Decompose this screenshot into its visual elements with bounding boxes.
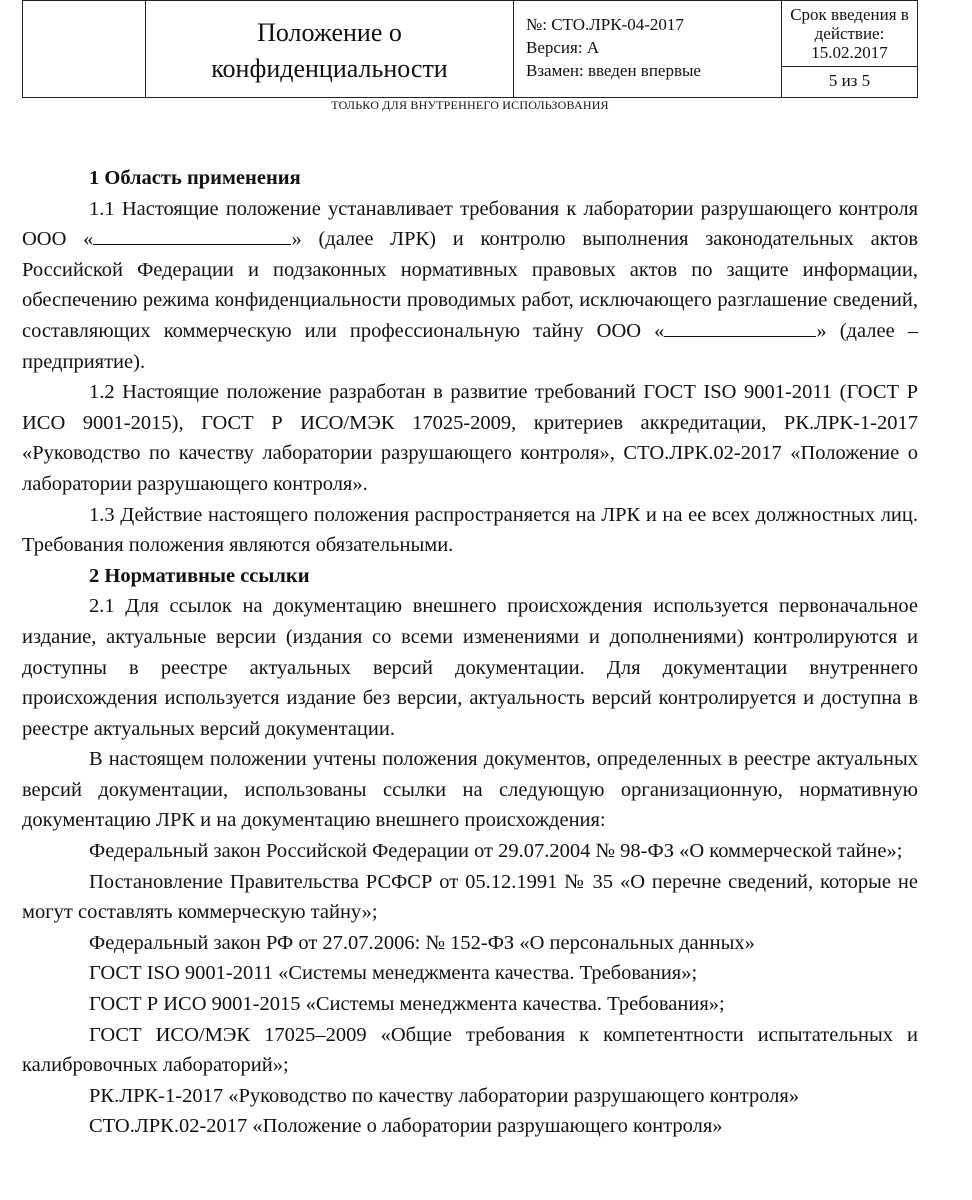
reference-item: РК.ЛРК-1-2017 «Руководство по качеству лаборатории разрушающего контроля» (89, 1084, 800, 1107)
reference-item: Федеральный закон РФ от 27.07.2006: № 152-ФЗ «О персональных данных» (89, 931, 755, 954)
section-1-title: 1 Область применения (89, 167, 301, 189)
reference-item: Федеральный закон Российской Федерации от 29.07.2004 № 98-ФЗ «О коммерческой тайне»; (89, 840, 903, 863)
company-name-blank (664, 316, 816, 337)
document-version: Версия: А (526, 38, 600, 57)
effective-label: Срок введения в действие: (790, 5, 909, 43)
document-replaces: Взамен: введен впервые (526, 61, 701, 80)
document-number: №: СТО.ЛРК-04-2017 (526, 15, 684, 34)
paragraph-1-2: 1.2 Настоящие положение разработан в развитие требований ГОСТ ISO 9001-2011 (ГОСТ Р ИСО 9001-2015), ГОСТ Р ИСО/МЭК 17025-2009, критериев аккредитации, РК.ЛРК-1-2017 «Руководство по качеству лаборатории разрушающего контроля», СТО.ЛРК.02-2017 «Положение о лаборатории разрушающего контроля». (22, 381, 918, 495)
paragraph-1-1: 1.1 Настоящие положение устанавливает требования к лаборатории разрушающего контроля ООО « » (далее ЛРК) и контролю выполнения законодательных актов Российской Федерации и подзаконных нормативных правовых актов по защите информации, обеспечению режима конфиденциальности проводимых работ, исключающего разглашение сведений, составляющих коммерческую или профессиональную тайну ООО « » (далее – предприятие). (22, 197, 918, 373)
document-body (22, 163, 918, 1142)
page-number: 5 из 5 (828, 71, 871, 90)
effective-date: 15.02.2017 (811, 43, 888, 62)
internal-use-note: ТОЛЬКО ДЛЯ ВНУТРЕННЕГО ИСПОЛЬЗОВАНИЯ (331, 98, 609, 112)
reference-item: ГОСТ ISO 9001-2011 «Системы менеджмента качества. Требования»; (89, 962, 698, 985)
effective-cell (782, 1, 918, 98)
document-title: Положение о конфиденциальности (146, 1, 514, 98)
paragraph-2-2: В настоящем положении учтены положения документов, определенных в реестре актуальных версий документации, использованы ссылки на следующую организационную, нормативную документацию ЛРК и на документацию внешнего происхождения: (22, 748, 918, 832)
reference-item: ГОСТ Р ИСО 9001-2015 «Системы менеджмента качества. Требования»; (89, 993, 725, 1016)
company-name-blank (93, 224, 291, 245)
section-2-title: 2 Нормативные ссылки (89, 564, 310, 587)
reference-item: ГОСТ ИСО/МЭК 17025–2009 «Общие требования к компетентности испытательных и калибровочных лабораторий»; (22, 1023, 918, 1077)
reference-item: СТО.ЛРК.02-2017 «Положение о лаборатории разрушающего контроля» (89, 1115, 723, 1138)
logo-cell (23, 1, 146, 98)
reference-item: Постановление Правительства РСФСР от 05.12.1991 № 35 «О перечне сведений, которые не могут составлять коммерческую тайну»; (22, 870, 918, 924)
document-header (22, 0, 918, 98)
paragraph-1-3: 1.3 Действие настоящего положения распространяется на ЛРК и на ее всех должностных лиц. Требования положения являются обязательными. (22, 503, 918, 557)
paragraph-2-1: 2.1 Для ссылок на документацию внешнего происхождения используется первоначальное издание, актуальные версии (издания со всеми изменениями и дополнениями) контролируются и доступны в реестре актуальных версий документации. Для документации внутреннего происхождения используется издание без версии, актуальность версий контролируется и доступна в реестре актуальных версий документации. (22, 595, 918, 740)
document-meta (514, 1, 782, 98)
